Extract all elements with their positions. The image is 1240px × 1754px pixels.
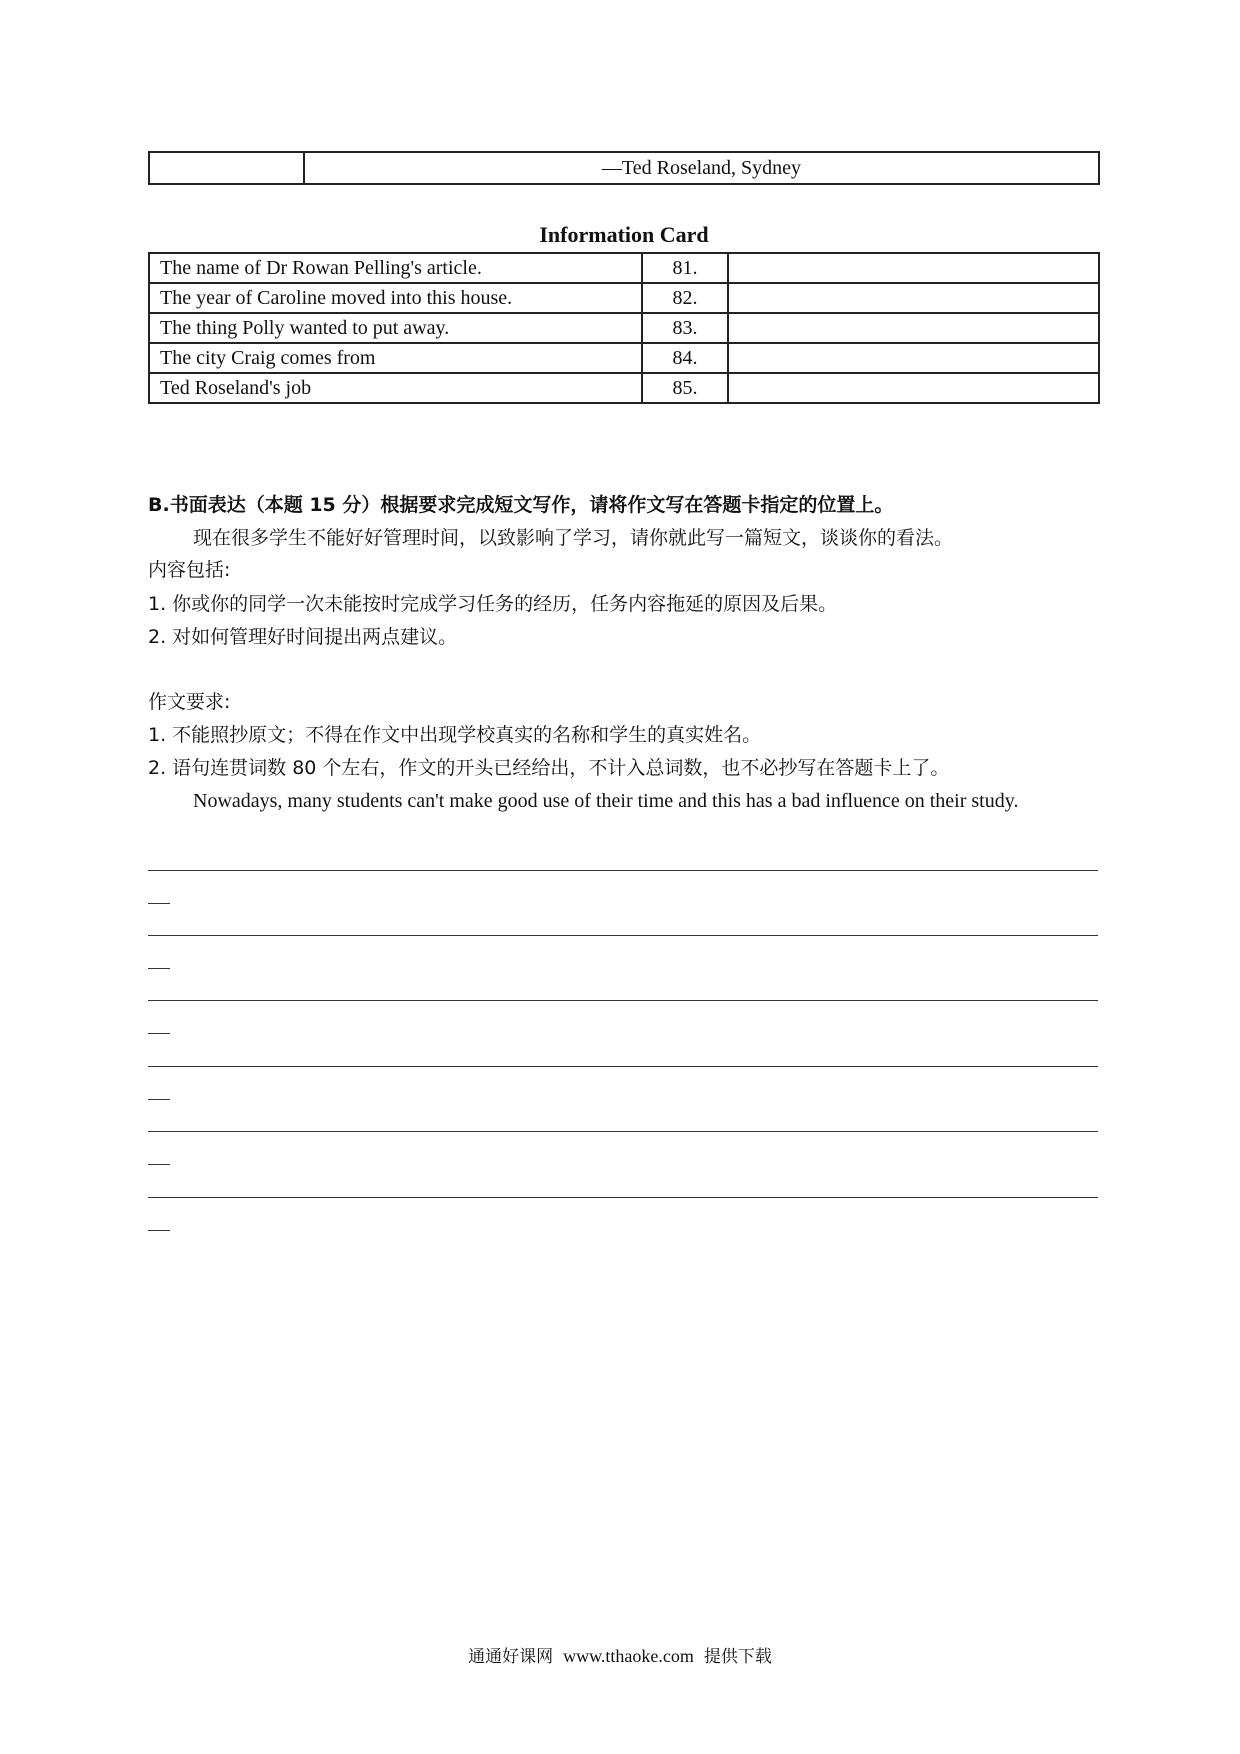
- table-row: [149, 373, 1099, 403]
- line-dash: [148, 1099, 170, 1100]
- answer-cell[interactable]: [728, 283, 1099, 313]
- answer-cell[interactable]: [728, 253, 1099, 283]
- line-dash: [148, 903, 170, 904]
- line-dash: [148, 1230, 170, 1231]
- writing-section-heading: B.书面表达（本题 15 分）根据要求完成短文写作，请将作文写在答题卡指定的位置上。: [148, 494, 894, 516]
- question-cell: The name of Dr Rowan Pelling's article.: [149, 253, 642, 283]
- table-row: [149, 343, 1099, 373]
- footer-site-name: 通通好课网: [468, 1647, 554, 1667]
- signature-empty-cell: [150, 153, 305, 183]
- content-item: 1. 你或你的同学一次未能按时完成学习任务的经历，任务内容拖延的原因及后果。: [148, 593, 838, 615]
- info-card-table: [148, 252, 1100, 404]
- number-cell: 81.: [642, 253, 728, 283]
- number-cell: 85.: [642, 373, 728, 403]
- answer-line[interactable]: [148, 1131, 1098, 1132]
- footer-url[interactable]: www.tthaoke.com: [563, 1646, 694, 1666]
- info-card-title: Information Card: [539, 222, 709, 247]
- requirement-item: 1. 不能照抄原文；不得在作文中出现学校真实的名称和学生的真实姓名。: [148, 724, 762, 746]
- question-cell: The year of Caroline moved into this house.: [149, 283, 642, 313]
- number-cell: 82.: [642, 283, 728, 313]
- answer-line[interactable]: [148, 1000, 1098, 1001]
- essay-opening: Nowadays, many students can't make good use of their time and this has a bad influence on their study.: [193, 790, 1019, 812]
- question-cell: The city Craig comes from: [149, 343, 642, 373]
- content-item: 2. 对如何管理好时间提出两点建议。: [148, 626, 458, 648]
- answer-line[interactable]: [148, 935, 1098, 936]
- answer-cell[interactable]: [728, 313, 1099, 343]
- question-cell: Ted Roseland's job: [149, 373, 642, 403]
- answer-cell[interactable]: [728, 343, 1099, 373]
- footer-suffix: 提供下载: [703, 1647, 772, 1667]
- signature-table: [148, 151, 1100, 185]
- signature-cell: —Ted Roseland, Sydney: [601, 156, 802, 179]
- question-cell: The thing Polly wanted to put away.: [149, 313, 642, 343]
- writing-prompt: 现在很多学生不能好好管理时间，以致影响了学习，请你就此写一篇短文，谈谈你的看法。: [193, 527, 954, 549]
- answer-cell[interactable]: [728, 373, 1099, 403]
- answer-line[interactable]: [148, 870, 1098, 871]
- table-row: [149, 313, 1099, 343]
- table-row: [149, 253, 1099, 283]
- answer-line[interactable]: [148, 1197, 1098, 1198]
- number-cell: 83.: [642, 313, 728, 343]
- requirements-label: 作文要求:: [148, 691, 231, 713]
- answer-line[interactable]: [148, 1066, 1098, 1067]
- number-cell: 84.: [642, 343, 728, 373]
- page-footer: [0, 1642, 1240, 1667]
- line-dash: [148, 1164, 170, 1165]
- content-label: 内容包括:: [148, 559, 231, 581]
- line-dash: [148, 1033, 170, 1034]
- requirement-item: 2. 语句连贯词数 80 个左右，作文的开头已经给出，不计入总词数，也不必抄写在答题卡上了。: [148, 757, 950, 779]
- line-dash: [148, 968, 170, 969]
- table-row: [149, 283, 1099, 313]
